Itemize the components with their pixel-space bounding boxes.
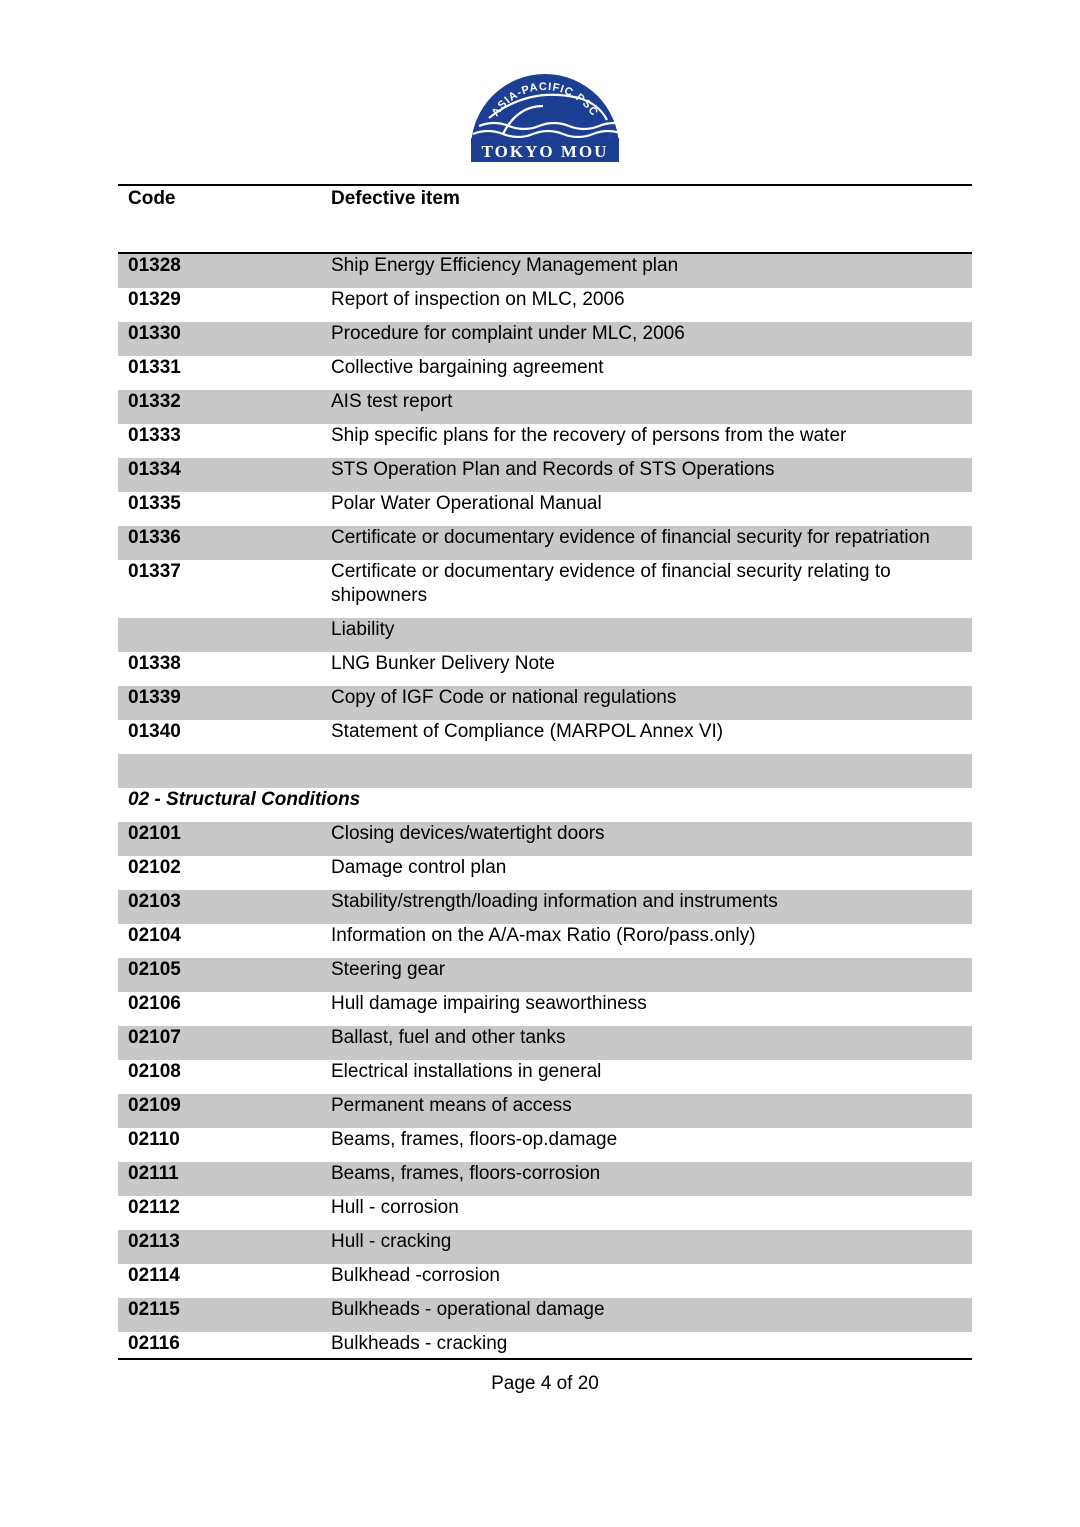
row-defective-item: Certificate or documentary evidence of financial security for repatriation bbox=[331, 527, 930, 548]
row-defective-item: Electrical installations in general bbox=[331, 1061, 602, 1082]
table-row bbox=[118, 856, 972, 890]
row-code: 01329 bbox=[128, 289, 181, 310]
page-number: Page 4 of 20 bbox=[491, 1373, 599, 1394]
row-code: 01328 bbox=[128, 255, 181, 276]
row-code: 02105 bbox=[128, 959, 181, 980]
row-code: 02110 bbox=[128, 1129, 180, 1150]
row-defective-item: Polar Water Operational Manual bbox=[331, 493, 602, 514]
row-code: 01333 bbox=[128, 425, 181, 446]
table-row bbox=[118, 322, 972, 356]
table-row bbox=[118, 720, 972, 754]
row-defective-item: Steering gear bbox=[331, 959, 446, 980]
row-defective-item: LNG Bunker Delivery Note bbox=[331, 653, 555, 674]
row-defective-item: Permanent means of access bbox=[331, 1095, 572, 1116]
table-row bbox=[118, 958, 972, 992]
table-row bbox=[118, 1264, 972, 1298]
row-code: 02109 bbox=[128, 1095, 181, 1116]
table-row bbox=[118, 754, 972, 788]
row-defective-item: Ship Energy Efficiency Management plan bbox=[331, 255, 679, 276]
row-defective-item: Beams, frames, floors-op.damage bbox=[331, 1129, 618, 1150]
table-row bbox=[118, 254, 972, 288]
row-defective-item: Hull - cracking bbox=[331, 1231, 452, 1252]
table-row bbox=[118, 1060, 972, 1094]
row-code: 01340 bbox=[128, 721, 181, 742]
row-code: 02112 bbox=[128, 1197, 180, 1218]
row-code: 01334 bbox=[128, 459, 181, 480]
logo-banner-text: TOKYO MOU bbox=[481, 142, 609, 161]
header-code: Code bbox=[128, 188, 176, 209]
row-code: 01336 bbox=[128, 527, 181, 548]
row-code: 02108 bbox=[128, 1061, 181, 1082]
row-defective-item: Liability bbox=[331, 619, 395, 640]
row-defective-item: Statement of Compliance (MARPOL Annex VI) bbox=[331, 721, 724, 742]
table-row bbox=[118, 1196, 972, 1230]
table-row bbox=[118, 686, 972, 720]
table-bottom-rule bbox=[118, 1358, 972, 1360]
row-defective-item: Ship specific plans for the recovery of persons from the water bbox=[331, 425, 847, 446]
table-row bbox=[118, 992, 972, 1026]
row-code: 02103 bbox=[128, 891, 181, 912]
row-defective-item: Stability/strength/loading information and instruments bbox=[331, 891, 778, 912]
row-defective-item: Hull - corrosion bbox=[331, 1197, 459, 1218]
table-row bbox=[118, 1026, 972, 1060]
table-row bbox=[118, 526, 972, 560]
row-code: 02107 bbox=[128, 1027, 181, 1048]
row-defective-item: Copy of IGF Code or national regulations bbox=[331, 687, 677, 708]
row-code: 01339 bbox=[128, 687, 181, 708]
table-row bbox=[118, 822, 972, 856]
table-row bbox=[118, 458, 972, 492]
row-defective-item: Damage control plan bbox=[331, 857, 507, 878]
row-code: 01330 bbox=[128, 323, 181, 344]
table-row bbox=[118, 1230, 972, 1264]
table-row bbox=[118, 390, 972, 424]
row-defective-item: Bulkheads - cracking bbox=[331, 1333, 508, 1354]
table-row bbox=[118, 492, 972, 526]
table-row bbox=[118, 288, 972, 322]
row-code: 02113 bbox=[128, 1231, 180, 1252]
table-row bbox=[118, 1128, 972, 1162]
row-defective-item: Beams, frames, floors-corrosion bbox=[331, 1163, 601, 1184]
table-row bbox=[118, 1162, 972, 1196]
row-defective-item: Report of inspection on MLC, 2006 bbox=[331, 289, 625, 310]
row-defective-item: Information on the A/A-max Ratio (Roro/pass.only) bbox=[331, 925, 756, 946]
row-code: 02115 bbox=[128, 1299, 180, 1320]
row-code: 02102 bbox=[128, 857, 181, 878]
row-defective-item: Ballast, fuel and other tanks bbox=[331, 1027, 566, 1048]
row-defective-item: STS Operation Plan and Records of STS Operations bbox=[331, 459, 775, 480]
table-row bbox=[118, 1298, 972, 1332]
row-defective-item: Bulkhead -corrosion bbox=[331, 1265, 500, 1286]
row-defective-item: Collective bargaining agreement bbox=[331, 357, 604, 378]
row-code: 02104 bbox=[128, 925, 181, 946]
table-row bbox=[118, 890, 972, 924]
header-defective-item: Defective item bbox=[331, 188, 460, 209]
logo-arc-text: ASIA-PACIFIC PSC bbox=[489, 80, 601, 119]
row-code: 01337 bbox=[128, 561, 181, 582]
row-defective-item: Closing devices/watertight doors bbox=[331, 823, 605, 844]
row-code: 02101 bbox=[128, 823, 181, 844]
table-row bbox=[118, 924, 972, 958]
row-code: 02114 bbox=[128, 1265, 180, 1286]
row-code: 02106 bbox=[128, 993, 181, 1014]
row-code: 01332 bbox=[128, 391, 181, 412]
row-defective-item: Certificate or documentary evidence of financial security relating to shipowners bbox=[331, 561, 891, 606]
table-row bbox=[118, 1332, 972, 1366]
table-row bbox=[118, 560, 972, 618]
table-row bbox=[118, 652, 972, 686]
row-code: 01338 bbox=[128, 653, 181, 674]
table-row bbox=[118, 618, 972, 652]
tokyo-mou-logo bbox=[469, 62, 621, 164]
row-code: 01331 bbox=[128, 357, 181, 378]
row-defective-item: Bulkheads - operational damage bbox=[331, 1299, 605, 1320]
table-body bbox=[118, 254, 972, 1366]
row-defective-item: Hull damage impairing seaworthiness bbox=[331, 993, 647, 1014]
table-row bbox=[118, 424, 972, 458]
table-row bbox=[118, 356, 972, 390]
row-code: 02111 bbox=[128, 1163, 179, 1184]
section-row bbox=[118, 788, 972, 822]
row-defective-item: Procedure for complaint under MLC, 2006 bbox=[331, 323, 685, 344]
row-defective-item: AIS test report bbox=[331, 391, 453, 412]
row-code: 01335 bbox=[128, 493, 181, 514]
table-row bbox=[118, 1094, 972, 1128]
table-header bbox=[118, 186, 972, 252]
section-title: 02 - Structural Conditions bbox=[128, 789, 361, 810]
row-code: 02116 bbox=[128, 1333, 180, 1354]
